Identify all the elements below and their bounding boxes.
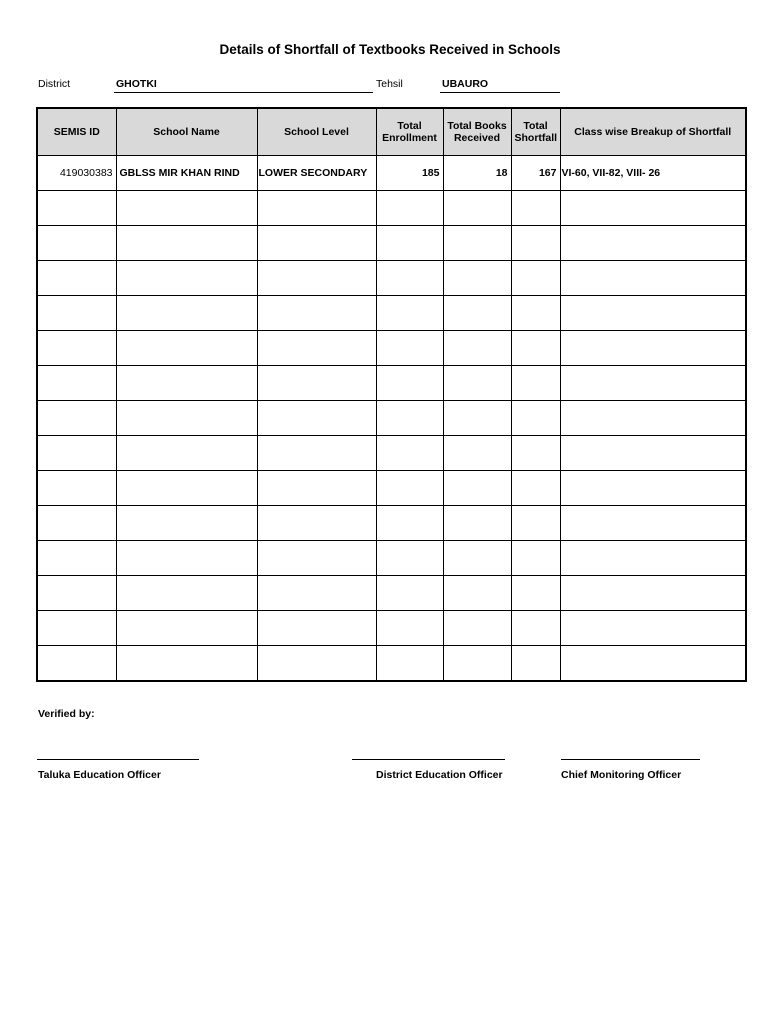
table-row-empty: [37, 611, 746, 646]
empty-cell: [443, 296, 511, 331]
empty-cell: [443, 331, 511, 366]
empty-cell: [257, 436, 376, 471]
empty-cell: [560, 541, 746, 576]
cell-total-shortfall: 167: [511, 156, 560, 191]
empty-cell: [37, 261, 116, 296]
empty-cell: [37, 436, 116, 471]
cell-books-received: 18: [443, 156, 511, 191]
district-signature-line: [352, 759, 505, 760]
empty-cell: [443, 506, 511, 541]
empty-cell: [560, 366, 746, 401]
table-row-empty: [37, 296, 746, 331]
empty-cell: [257, 541, 376, 576]
header-books-received-line2: Received: [453, 132, 501, 144]
table-header-row: [37, 108, 746, 156]
empty-cell: [37, 331, 116, 366]
header-school-level: School Level: [257, 108, 376, 156]
empty-cell: [116, 191, 257, 226]
empty-cell: [443, 436, 511, 471]
empty-cell: [376, 226, 443, 261]
empty-cell: [560, 576, 746, 611]
chief-signature-line: [561, 759, 700, 760]
chief-officer-label: Chief Monitoring Officer: [561, 769, 682, 781]
empty-cell: [257, 261, 376, 296]
empty-cell: [37, 366, 116, 401]
empty-cell: [560, 506, 746, 541]
empty-cell: [257, 191, 376, 226]
empty-cell: [443, 226, 511, 261]
empty-cell: [376, 296, 443, 331]
empty-cell: [257, 226, 376, 261]
empty-cell: [443, 261, 511, 296]
empty-cell: [116, 261, 257, 296]
empty-cell: [116, 436, 257, 471]
empty-cell: [116, 296, 257, 331]
empty-cell: [376, 331, 443, 366]
empty-cell: [37, 191, 116, 226]
empty-cell: [443, 576, 511, 611]
empty-cell: [560, 611, 746, 646]
table-row-empty: [37, 576, 746, 611]
empty-cell: [376, 576, 443, 611]
table-row-empty: [37, 331, 746, 366]
empty-cell: [37, 506, 116, 541]
empty-cell: [257, 576, 376, 611]
empty-cell: [560, 436, 746, 471]
taluka-officer-label: Taluka Education Officer: [38, 769, 161, 781]
empty-cell: [560, 646, 746, 682]
empty-cell: [37, 471, 116, 506]
table-row-empty: [37, 541, 746, 576]
cell-breakup: VI-60, VII-82, VIII- 26: [560, 156, 746, 191]
empty-cell: [511, 541, 560, 576]
empty-cell: [116, 576, 257, 611]
empty-cell: [257, 471, 376, 506]
empty-cell: [376, 436, 443, 471]
empty-cell: [37, 296, 116, 331]
table-row-empty: [37, 436, 746, 471]
header-total-shortfall: [511, 108, 560, 156]
empty-cell: [376, 261, 443, 296]
empty-cell: [560, 471, 746, 506]
empty-cell: [37, 646, 116, 682]
header-total-shortfall-line2: Shortfall: [514, 132, 558, 144]
empty-cell: [443, 366, 511, 401]
empty-cell: [257, 506, 376, 541]
tehsil-label: Tehsil: [376, 78, 403, 90]
empty-cell: [511, 191, 560, 226]
taluka-signature-line: [37, 759, 199, 760]
empty-cell: [511, 611, 560, 646]
table-row-empty: [37, 366, 746, 401]
empty-cell: [560, 191, 746, 226]
header-books-received: [443, 108, 511, 156]
empty-cell: [257, 366, 376, 401]
empty-cell: [37, 576, 116, 611]
cell-semis-id: 419030383: [37, 156, 116, 191]
empty-cell: [116, 471, 257, 506]
empty-cell: [37, 611, 116, 646]
empty-cell: [116, 331, 257, 366]
cell-school-name: GBLSS MIR KHAN RIND: [116, 156, 257, 191]
empty-cell: [560, 331, 746, 366]
header-school-name: School Name: [116, 108, 257, 156]
empty-cell: [376, 366, 443, 401]
table-row-empty: [37, 471, 746, 506]
empty-cell: [511, 576, 560, 611]
empty-cell: [511, 506, 560, 541]
header-books-received-line1: Total Books: [447, 120, 507, 132]
header-total-enrollment-line1: Total: [397, 120, 422, 132]
table-row-empty: [37, 261, 746, 296]
empty-cell: [257, 611, 376, 646]
empty-cell: [511, 296, 560, 331]
table-row-empty: [37, 191, 746, 226]
empty-cell: [376, 191, 443, 226]
empty-cell: [511, 366, 560, 401]
table-row-empty: [37, 646, 746, 682]
empty-cell: [511, 261, 560, 296]
page-title: Details of Shortfall of Textbooks Received in Schools: [219, 42, 561, 57]
empty-cell: [257, 401, 376, 436]
table-row-empty: [37, 506, 746, 541]
empty-cell: [443, 611, 511, 646]
header-semis-id: SEMIS ID: [37, 108, 116, 156]
empty-cell: [116, 506, 257, 541]
empty-cell: [443, 646, 511, 682]
table-row-empty: [37, 226, 746, 261]
header-total-enrollment-line2: Enrollment: [382, 132, 437, 144]
district-value: GHOTKI: [114, 78, 373, 93]
header-total-enrollment: [376, 108, 443, 156]
tehsil-value: UBAURO: [440, 78, 560, 93]
empty-cell: [443, 191, 511, 226]
empty-cell: [37, 226, 116, 261]
empty-cell: [376, 611, 443, 646]
empty-cell: [511, 331, 560, 366]
empty-cell: [116, 541, 257, 576]
verified-by-label: Verified by:: [38, 708, 95, 720]
empty-cell: [511, 646, 560, 682]
empty-cell: [116, 366, 257, 401]
district-officer-label: District Education Officer: [376, 769, 503, 781]
empty-cell: [511, 226, 560, 261]
empty-cell: [257, 296, 376, 331]
empty-cell: [257, 646, 376, 682]
empty-cell: [116, 226, 257, 261]
empty-cell: [376, 541, 443, 576]
empty-cell: [443, 401, 511, 436]
empty-cell: [376, 471, 443, 506]
shortfall-table: [36, 107, 747, 682]
empty-cell: [37, 401, 116, 436]
header-breakup: Class wise Breakup of Shortfall: [560, 108, 746, 156]
empty-cell: [443, 541, 511, 576]
empty-cell: [376, 401, 443, 436]
empty-cell: [116, 646, 257, 682]
empty-cell: [560, 226, 746, 261]
table-row-empty: [37, 401, 746, 436]
empty-cell: [560, 261, 746, 296]
empty-cell: [560, 296, 746, 331]
table-row: [37, 156, 746, 191]
empty-cell: [511, 401, 560, 436]
empty-cell: [511, 436, 560, 471]
empty-cell: [257, 331, 376, 366]
empty-cell: [511, 471, 560, 506]
empty-cell: [560, 401, 746, 436]
empty-cell: [443, 471, 511, 506]
empty-cell: [116, 401, 257, 436]
empty-cell: [37, 541, 116, 576]
cell-total-enrollment: 185: [376, 156, 443, 191]
header-total-shortfall-line1: Total: [523, 120, 548, 132]
empty-cell: [116, 611, 257, 646]
district-label: District: [38, 78, 71, 90]
empty-cell: [376, 506, 443, 541]
empty-cell: [376, 646, 443, 682]
cell-school-level: LOWER SECONDARY: [257, 156, 376, 191]
